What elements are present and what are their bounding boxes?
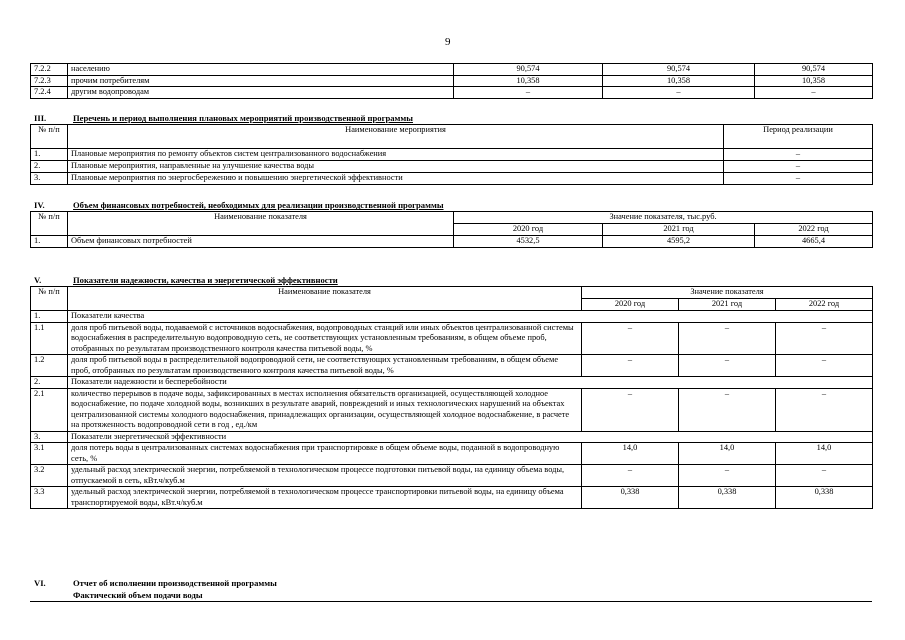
value-2021: 14,0 [679, 443, 776, 465]
table-row [31, 236, 873, 248]
row-name: Плановые мероприятия по ремонту объектов систем централизованного водоснабжения [68, 149, 724, 161]
table-row [31, 443, 873, 465]
value-2022: 4665,4 [755, 236, 873, 248]
column-header-num: № п/п [31, 212, 68, 236]
column-header-num: № п/п [31, 287, 68, 311]
row-name: доля проб питьевой воды, подаваемой с источников водоснабжения, водопроводных станций или иных объектов централизованной системы водоснабжения в распределительную водопроводную сеть, не соответствующих установленным требованиям, в общем объеме проб, отобранных по результатам производственного контроля качества питьевой воды, % [68, 322, 582, 355]
value-2020: – [582, 465, 679, 487]
row-period: – [724, 173, 873, 185]
value-2020: – [582, 355, 679, 377]
row-name: прочим потребителям [68, 75, 454, 87]
row-number: 7.2.2 [31, 64, 68, 76]
row-number: 3. [31, 431, 68, 443]
row-name: количество перерывов в подаче воды, зафиксированных в местах исполнения обязательств организацией, осуществляющей холодное водоснабжение, по подаче холодной воды, возникших в результате аварий, повреждений и иных технологических нарушений на объектах централизованной системы холодного водоснабжения, принадлежащих организации, осуществляющей холодное водоснабжение, в расчете на протяженность водопроводной сети в год , ед./км [68, 388, 582, 431]
column-header-name: Наименование показателя [68, 212, 454, 236]
table-row [31, 173, 873, 185]
column-header-value: Значение показателя, тыс.руб. [454, 212, 873, 224]
column-header-2020: 2020 год [454, 224, 603, 236]
value-2020: 0,338 [582, 487, 679, 509]
group-row [31, 311, 873, 323]
column-header-num: № п/п [31, 125, 68, 149]
section-6-subtitle: Фактический объем подачи воды [73, 590, 203, 600]
table-row [31, 355, 873, 377]
row-name: другим водопроводам [68, 87, 454, 99]
section-4-title: Объем финансовых потребностей, необходимых для реализации производственной программы [73, 200, 444, 210]
table-row [31, 75, 873, 87]
table-row [31, 64, 873, 76]
table-row [31, 149, 873, 161]
section-6-number: VI. [34, 578, 46, 588]
table-row [31, 161, 873, 173]
value-2022: – [776, 322, 873, 355]
section-5-table [30, 286, 873, 509]
table-row [31, 87, 873, 99]
value-2020: 4532,5 [454, 236, 603, 248]
table-row [31, 388, 873, 431]
value-2021: 10,358 [603, 75, 755, 87]
group-name: Показатели надежности и бесперебойности [68, 377, 873, 389]
section-5-number: V. [34, 275, 42, 285]
section-4-table [30, 211, 873, 248]
section-3-number: III. [34, 113, 47, 123]
row-period: – [724, 161, 873, 173]
column-header-value: Значение показателя [582, 287, 873, 299]
page-number: 9 [445, 36, 451, 48]
row-name: удельный расход электрической энергии, потребляемой в технологическом процессе подготовки питьевой воды, на единицу объема воды, отпускаемой в сеть, кВт.ч/куб.м [68, 465, 582, 487]
column-header-2021: 2021 год [603, 224, 755, 236]
value-2021: – [679, 388, 776, 431]
row-number: 1.1 [31, 322, 68, 355]
section-3-table [30, 124, 873, 185]
row-period: – [724, 149, 873, 161]
row-number: 3. [31, 173, 68, 185]
value-2021: 4595,2 [603, 236, 755, 248]
row-number: 2.1 [31, 388, 68, 431]
column-header-2020: 2020 год [582, 299, 679, 311]
value-2021: 90,574 [603, 64, 755, 76]
row-name: удельный расход электрической энергии, потребляемой в технологическом процессе транспортировки питьевой воды, на единицу объема транспортируемой воды, кВт.ч/куб.м [68, 487, 582, 509]
row-number: 3.3 [31, 487, 68, 509]
row-name: Объем финансовых потребностей [68, 236, 454, 248]
value-2020: 90,574 [454, 64, 603, 76]
value-2021: – [679, 322, 776, 355]
value-2022: – [776, 388, 873, 431]
row-number: 1. [31, 149, 68, 161]
row-number: 2. [31, 161, 68, 173]
top-table [30, 63, 873, 99]
value-2020: – [582, 388, 679, 431]
group-row [31, 431, 873, 443]
value-2021: – [603, 87, 755, 99]
bottom-rule [30, 601, 872, 602]
table-row [31, 322, 873, 355]
section-6-title: Отчет об исполнении производственной программы [73, 578, 277, 588]
row-number: 7.2.3 [31, 75, 68, 87]
section-3-title: Перечень и период выполнения плановых мероприятий производственной программы [73, 113, 413, 123]
group-row [31, 377, 873, 389]
section-5-title: Показатели надежности, качества и энергетической эффективности [73, 275, 338, 285]
row-number: 7.2.4 [31, 87, 68, 99]
group-name: Показатели качества [68, 311, 873, 323]
column-header-name: Наименование мероприятия [68, 125, 724, 149]
row-number: 2. [31, 377, 68, 389]
row-name: населению [68, 64, 454, 76]
column-header-period: Период реализации [724, 125, 873, 149]
column-header-2022: 2022 год [755, 224, 873, 236]
row-number: 3.2 [31, 465, 68, 487]
value-2021: – [679, 355, 776, 377]
value-2022: – [776, 355, 873, 377]
value-2020: – [454, 87, 603, 99]
row-name: доля проб питьевой воды в распределительной водопроводной сети, не соответствующих установленным требованиям, в общем объеме проб, отобранных по результатам производственного контроля качества питьевой воды, % [68, 355, 582, 377]
row-number: 1.2 [31, 355, 68, 377]
value-2020: 14,0 [582, 443, 679, 465]
table-row [31, 465, 873, 487]
value-2022: – [776, 465, 873, 487]
row-number: 3.1 [31, 443, 68, 465]
column-header-name: Наименование показателя [68, 287, 582, 311]
group-name: Показатели энергетической эффективности [68, 431, 873, 443]
row-name: доля потерь воды в централизованных системах водоснабжения при транспортировке в общем объеме воды, поданной в водопроводную сеть, % [68, 443, 582, 465]
column-header-2021: 2021 год [679, 299, 776, 311]
value-2020: 10,358 [454, 75, 603, 87]
value-2022: 14,0 [776, 443, 873, 465]
table-row [31, 487, 873, 509]
row-number: 1. [31, 236, 68, 248]
value-2022: 90,574 [755, 64, 873, 76]
value-2021: 0,338 [679, 487, 776, 509]
row-name: Плановые мероприятия, направленные на улучшение качества воды [68, 161, 724, 173]
column-header-2022: 2022 год [776, 299, 873, 311]
value-2022: – [755, 87, 873, 99]
row-name: Плановые мероприятия по энергосбережению и повышению энергетической эффективности [68, 173, 724, 185]
value-2020: – [582, 322, 679, 355]
value-2022: 10,358 [755, 75, 873, 87]
section-4-number: IV. [34, 200, 45, 210]
value-2022: 0,338 [776, 487, 873, 509]
row-number: 1. [31, 311, 68, 323]
value-2021: – [679, 465, 776, 487]
